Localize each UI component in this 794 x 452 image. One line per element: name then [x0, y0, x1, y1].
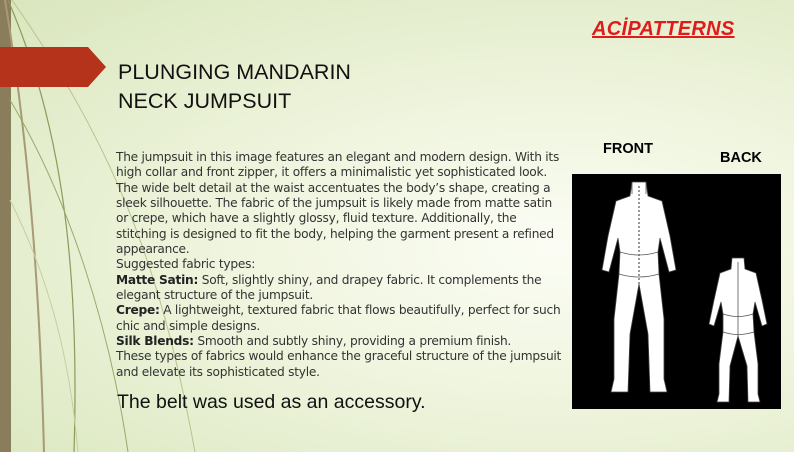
belt-note: The belt was used as an accessory. [117, 391, 426, 413]
fabric-desc: Smooth and subtly shiny, providing a premium finish. [193, 334, 512, 349]
back-jumpsuit-drawing [709, 258, 767, 402]
fabric-name: Crepe: [116, 303, 160, 318]
suggested-fabrics-heading: Suggested fabric types: [116, 257, 256, 272]
front-label: FRONT [603, 141, 653, 157]
title-banner-arrow [0, 47, 110, 87]
fabric-item-silk-blends [116, 334, 564, 349]
brand-logo-text: ACİPATTERNS [592, 18, 735, 40]
fabric-item-matte-satin [116, 273, 564, 304]
title-line-2: NECK JUMPSUIT [118, 89, 292, 113]
description-intro: The jumpsuit in this image features an elegant and modern design. With its high collar and front zipper, it offers a minimalistic yet sophisticated look. The wide belt detail at the waist accentuates the body’s shape, creating a sleek silhouette. The fabric of the jumpsuit is likely made from matte satin or crepe, which have a slightly glossy, fluid texture. Additionally, the stitching is designed to fit the body, helping the garment present a refined appearance. [116, 150, 560, 257]
fabric-name: Silk Blends: [116, 334, 194, 349]
jumpsuit-illustration [572, 174, 781, 409]
fabric-desc: Soft, slightly shiny, and drapey fabric. It complements the elegant structure of the jumpsuit. [116, 272, 542, 303]
fabric-item-crepe [116, 303, 564, 334]
front-jumpsuit-drawing [602, 182, 676, 392]
title-line-1: PLUNGING MANDARIN [118, 60, 351, 84]
back-label: BACK [720, 150, 762, 166]
page-title [118, 58, 351, 116]
description-text [116, 150, 564, 380]
description-closing: These types of fabrics would enhance the graceful structure of the jumpsuit and elevate its sophisticated style. [116, 349, 562, 379]
fabric-name: Matte Satin: [116, 272, 199, 287]
fabric-desc: A lightweight, textured fabric that flows beautifully, perfect for such chic and simple designs. [116, 303, 561, 333]
